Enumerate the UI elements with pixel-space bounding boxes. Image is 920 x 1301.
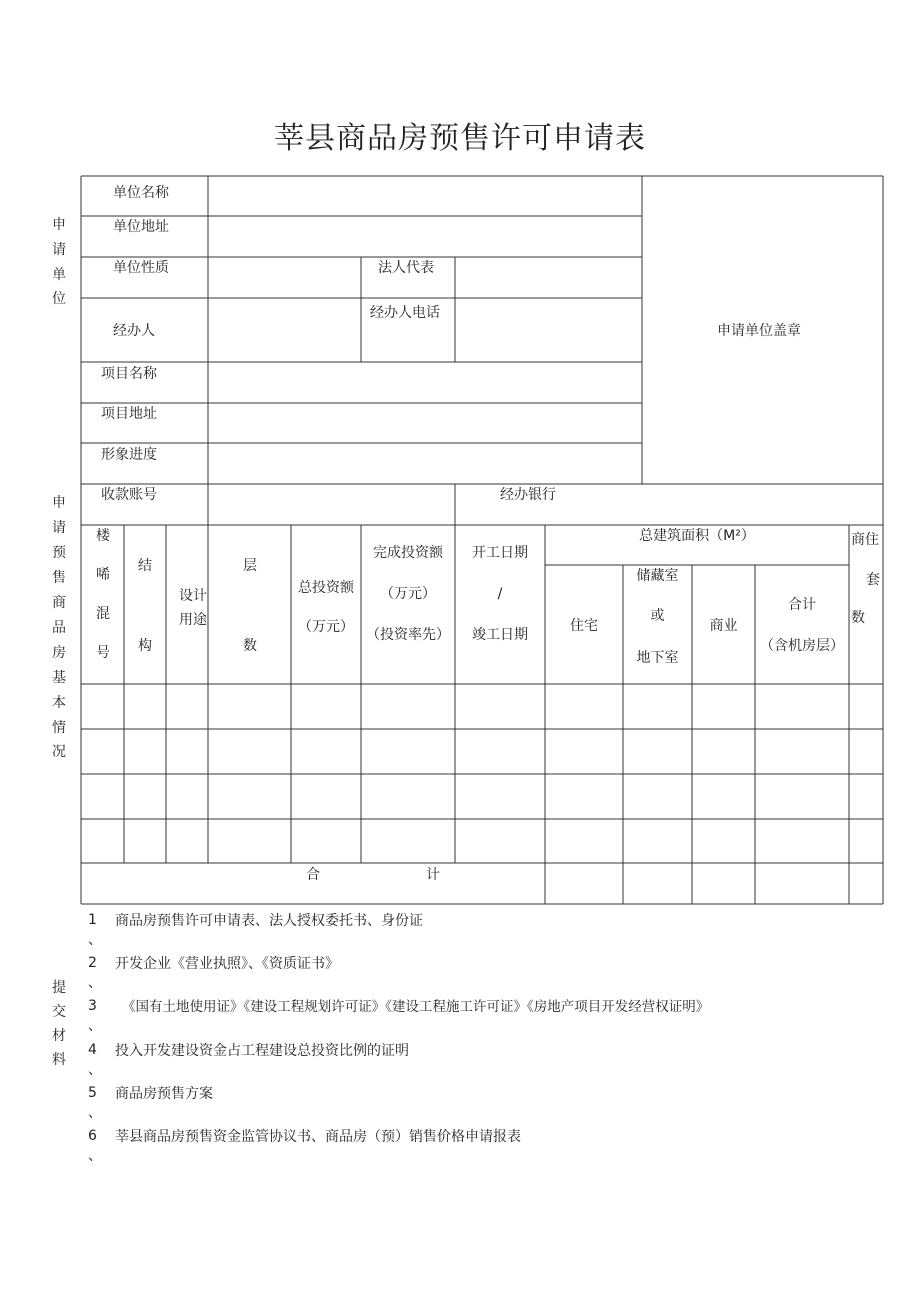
side-label-applicant: 请: [52, 242, 66, 258]
side-label-basic: 基: [52, 670, 66, 686]
header-units: 商住: [851, 532, 879, 548]
side-label-materials: 提: [52, 980, 66, 996]
material-number: 5: [88, 1085, 97, 1101]
side-label-materials: 材: [52, 1028, 66, 1044]
side-label-basic: 房: [52, 645, 66, 661]
header-residential: 住宅: [570, 618, 598, 634]
header-building: 号: [96, 645, 110, 661]
header-storage: 或: [650, 608, 665, 624]
header-area: 总建筑面积（M²）: [639, 528, 755, 544]
material-number: 3: [88, 998, 97, 1014]
label-unit-name: 单位名称: [113, 185, 169, 201]
header-dates: /: [497, 586, 503, 602]
header-units: 套: [866, 572, 880, 588]
material-separator: 、: [88, 1018, 102, 1034]
side-label-basic: 本: [52, 695, 66, 711]
total-label: 合: [306, 867, 320, 883]
header-structure: 构: [138, 638, 152, 654]
header-subtotal: （含机房层）: [760, 638, 844, 654]
header-building: 混: [96, 606, 110, 622]
side-label-basic: 申: [52, 495, 66, 511]
label-bank: 经办银行: [500, 487, 556, 503]
side-label-materials: 料: [52, 1052, 66, 1068]
header-dates: 开工日期: [472, 545, 528, 561]
header-done-invest: 完成投资额: [373, 545, 443, 561]
header-done-invest: （万元）: [380, 586, 436, 602]
material-number: 1: [88, 912, 97, 928]
label-unit-nature: 单位性质: [113, 260, 169, 276]
page-title: 莘县商品房预售许可申请表: [274, 121, 646, 156]
material-number: 4: [88, 1042, 97, 1058]
label-project-name: 项目名称: [101, 366, 157, 382]
material-separator: 、: [88, 1062, 102, 1078]
material-text: 《国有土地使用证》《建设工程规划许可证》《建设工程施工许可证》《房地产项目开发经营权证明》: [122, 999, 710, 1015]
header-structure: 结: [138, 558, 152, 574]
material-separator: 、: [88, 1105, 102, 1121]
header-building: 唏: [96, 567, 110, 583]
label-handler: 经办人: [113, 323, 155, 339]
label-project-address: 项目地址: [101, 406, 157, 422]
header-storage: 储藏室: [636, 568, 679, 584]
header-done-invest: （投资率先）: [366, 627, 450, 643]
header-usage: 设计: [179, 588, 207, 604]
header-dates: 竣工日期: [472, 627, 528, 643]
material-text: 投入开发建设资金占工程建设总投资比例的证明: [115, 1043, 409, 1059]
material-separator: 、: [88, 932, 102, 948]
material-number: 2: [88, 955, 97, 971]
side-label-materials: 交: [52, 1004, 66, 1020]
side-label-basic: 商: [52, 595, 66, 611]
total-label: 计: [426, 867, 440, 883]
header-storage: 地下室: [636, 650, 679, 666]
header-subtotal: 合计: [788, 597, 816, 613]
label-account: 收款账号: [101, 487, 157, 503]
side-label-applicant: 申: [52, 217, 66, 233]
label-legal-rep: 法人代表: [378, 260, 434, 276]
header-commercial: 商业: [709, 618, 738, 634]
header-floors: 数: [243, 638, 257, 654]
side-label-applicant: 单: [52, 267, 66, 283]
material-number: 6: [88, 1128, 97, 1144]
header-units: 数: [851, 610, 865, 626]
side-label-basic: 品: [52, 620, 66, 636]
material-text: 商品房预售方案: [115, 1086, 213, 1102]
side-label-basic: 请: [52, 520, 66, 536]
material-text: 开发企业《营业执照》、《资质证书》: [115, 956, 339, 972]
header-building: 楼: [96, 528, 110, 544]
label-progress: 形象进度: [101, 447, 157, 463]
material-separator: 、: [88, 975, 102, 991]
label-seal: 申请单位盖章: [717, 323, 801, 339]
side-label-basic: 预: [52, 545, 66, 561]
side-label-applicant: 位: [52, 291, 66, 307]
header-usage: 用途: [179, 612, 207, 628]
material-separator: 、: [88, 1148, 102, 1164]
side-label-basic: 况: [52, 744, 66, 760]
header-total-invest: 总投资额: [298, 580, 354, 596]
label-unit-address: 单位地址: [113, 219, 169, 235]
side-label-basic: 售: [52, 570, 66, 586]
header-total-invest: （万元）: [298, 619, 354, 635]
material-text: 莘县商品房预售资金监管协议书、商品房（预）销售价格申请报表: [115, 1129, 521, 1145]
header-floors: 层: [243, 558, 257, 574]
label-handler-phone: 经办人电话: [370, 305, 440, 321]
side-label-basic: 情: [52, 720, 66, 736]
material-text: 商品房预售许可申请表、法人授权委托书、身份证: [115, 913, 423, 929]
